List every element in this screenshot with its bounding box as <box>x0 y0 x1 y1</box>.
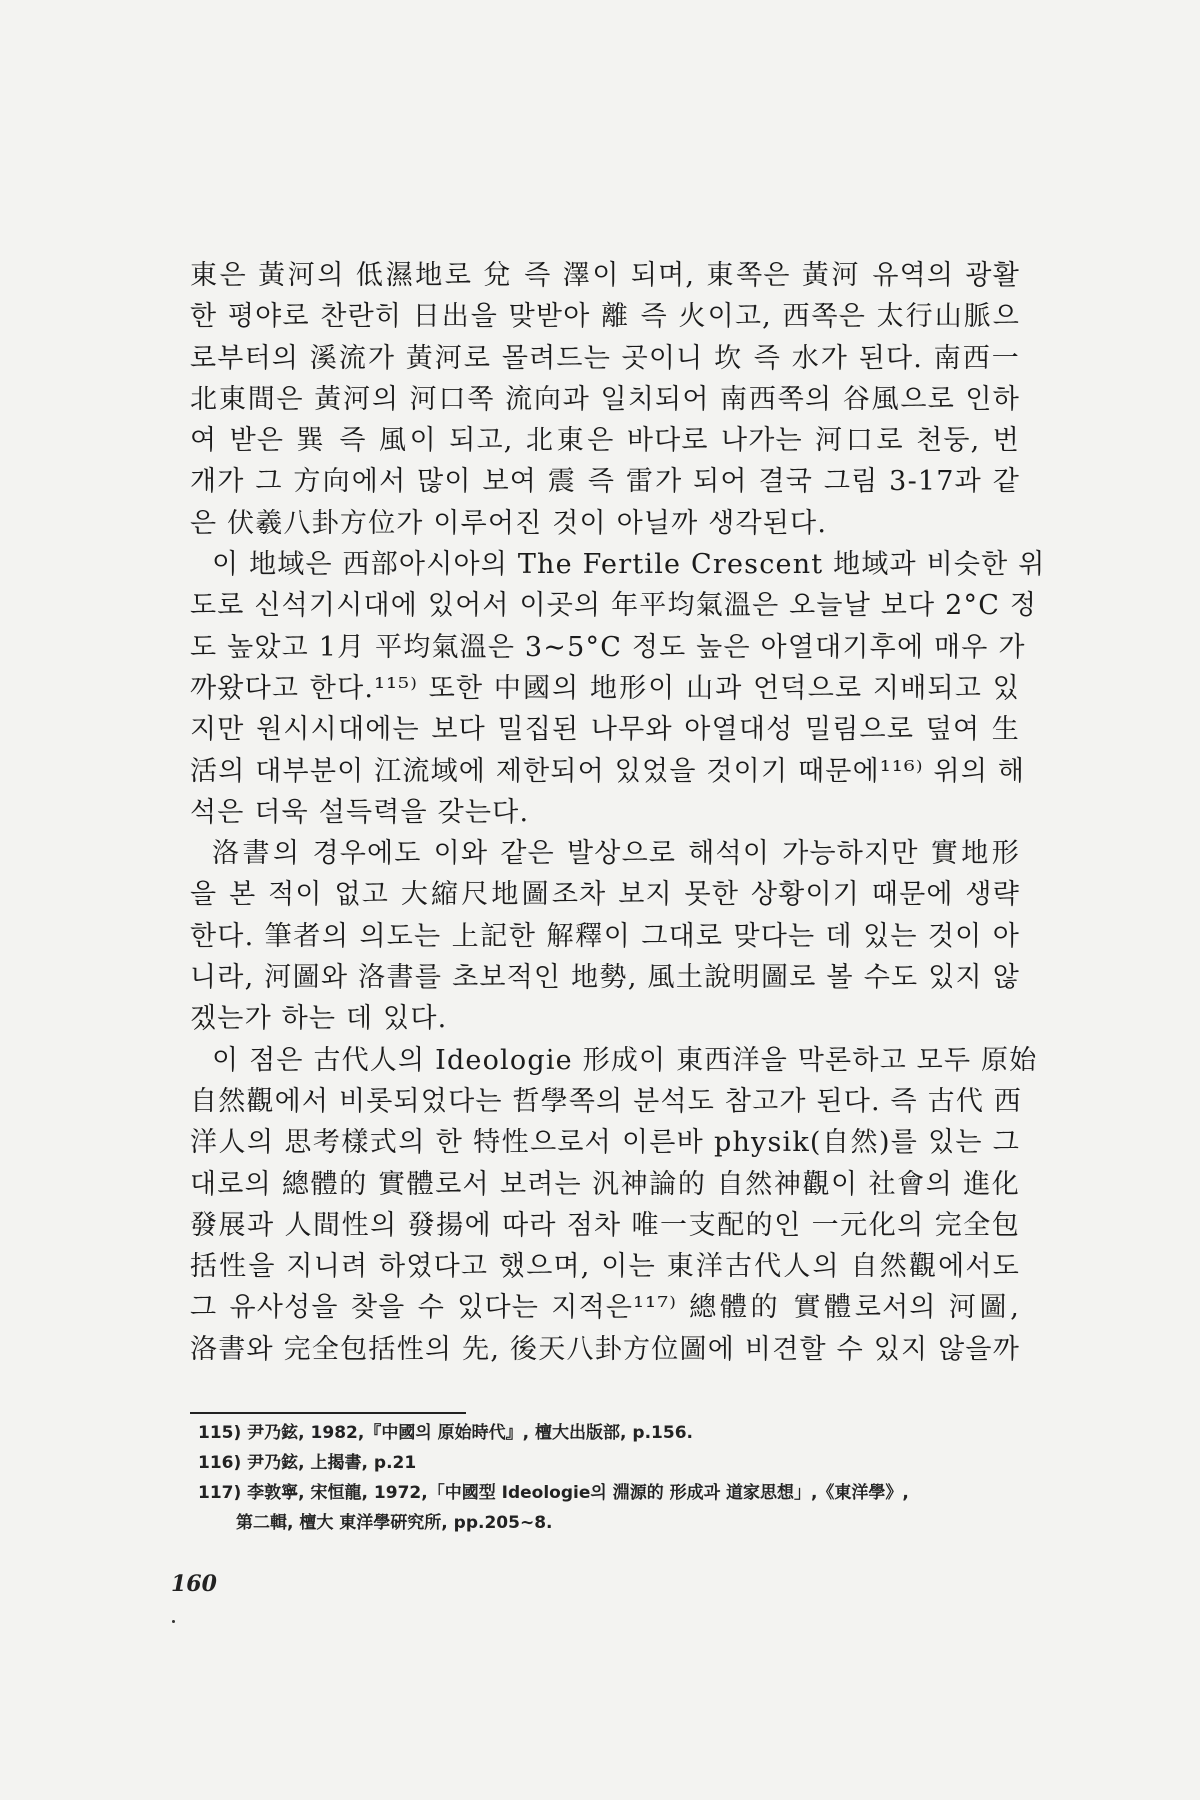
text-line: 洛書의 경우에도 이와 같은 발상으로 해석이 가능하지만 實地形 <box>212 838 1020 870</box>
text-line: 니라, 河圖와 洛書를 초보적인 地勢, 風土說明圖로 볼 수도 있지 않 <box>190 962 1020 994</box>
dot-mark <box>172 1620 175 1623</box>
text-line: 東은 黃河의 低濕地로 兌 즉 澤이 되며, 東쪽은 黃河 유역의 광활 <box>190 260 1020 291</box>
text-line: 北東間은 黃河의 河口쪽 流向과 일치되어 南西쪽의 谷風으로 인하 <box>190 383 1020 415</box>
text-line: 개가 그 方向에서 많이 보여 震 즉 雷가 되어 결국 그림 3-17과 같 <box>190 466 1020 498</box>
text-line: 한 평야로 찬란히 日出을 맞받아 離 즉 火이고, 西쪽은 太行山脈으 <box>190 301 1020 333</box>
text-line: 洛書와 完全包括性의 先, 後天八卦方位圖에 비견할 수 있지 않을까 <box>190 1333 1020 1365</box>
text-line: 을 본 적이 없고 大縮尺地圖조차 보지 못한 상황이기 때문에 생략 <box>190 879 1020 911</box>
page-number: 160 <box>171 1571 217 1597</box>
text-line: 대로의 總體的 實體로서 보려는 汎神論的 自然神觀이 社會의 進化 <box>190 1168 1020 1200</box>
text-line: 로부터의 溪流가 黃河로 몰려드는 곳이니 坎 즉 水가 된다. 南西一 <box>190 342 1020 374</box>
text-line: 지만 원시시대에는 보다 밀집된 나무와 아열대성 밀림으로 덮여 生 <box>190 714 1020 746</box>
footnote-divider <box>190 1412 466 1414</box>
footnote: 117) 李敦寧, 宋恒龍, 1972,「中國型 Ideologie의 淵源的 形成과 道家思想」,《東洋學》, <box>198 1483 909 1503</box>
text-line: 이 地域은 西部아시아의 The Fertile Crescent 地域과 비슷한 위 <box>212 549 1046 581</box>
text-line: 自然觀에서 비롯되었다는 哲學쪽의 분석도 참고가 된다. 즉 古代 西 <box>190 1085 1022 1117</box>
footnote: 115) 尹乃鉉, 1982,『中國의 原始時代』, 檀大出版部, p.156. <box>198 1423 693 1443</box>
text-line: 여 받은 巽 즉 風이 되고, 北東은 바다로 나가는 河口로 천둥, 번 <box>190 425 1020 457</box>
text-line: 한다. 筆者의 의도는 上記한 解釋이 그대로 맞다는 데 있는 것이 아 <box>190 920 1020 952</box>
text-line: 은 伏羲八卦方位가 이루어진 것이 아닐까 생각된다. <box>190 507 828 539</box>
text-line: 이 점은 古代人의 Ideologie 形成이 東西洋을 막론하고 모두 原始 <box>212 1044 1038 1076</box>
footnotes <box>198 1418 1018 1538</box>
text-line: 括性을 지니려 하였다고 했으며, 이는 東洋古代人의 自然觀에서도 <box>190 1251 1020 1283</box>
text-line: 發展과 人間性의 發揚에 따라 점차 唯一支配的인 一元化의 完全包 <box>190 1209 1020 1241</box>
text-line: 까왔다고 한다.¹¹⁵⁾ 또한 中國의 地形이 山과 언덕으로 지배되고 있 <box>190 672 1020 704</box>
text-line: 그 유사성을 찾을 수 있다는 지적은¹¹⁷⁾ 總體的 實體로서의 河圖, <box>190 1292 1020 1324</box>
footnote: 116) 尹乃鉉, 上揭書, p.21 <box>198 1453 417 1473</box>
text-line: 活의 대부분이 江流域에 제한되어 있었을 것이기 때문에¹¹⁶⁾ 위의 해 <box>190 755 1026 787</box>
text-line: 겠는가 하는 데 있다. <box>190 1003 448 1035</box>
text-line: 洋人의 思考樣式의 한 特性으로서 이른바 physik(自然)를 있는 그 <box>190 1127 1020 1159</box>
text-line: 석은 더욱 설득력을 갖는다. <box>190 796 530 828</box>
body-text <box>190 255 1046 1370</box>
footnote-continuation: 第二輯, 檀大 東洋學硏究所, pp.205∼8. <box>236 1513 553 1533</box>
text-line: 도로 신석기시대에 있어서 이곳의 年平均氣溫은 오늘날 보다 2°C 정 <box>190 590 1038 622</box>
text-line: 도 높았고 1月 平均氣溫은 3∼5°C 정도 높은 아열대기후에 매우 가 <box>190 631 1026 663</box>
